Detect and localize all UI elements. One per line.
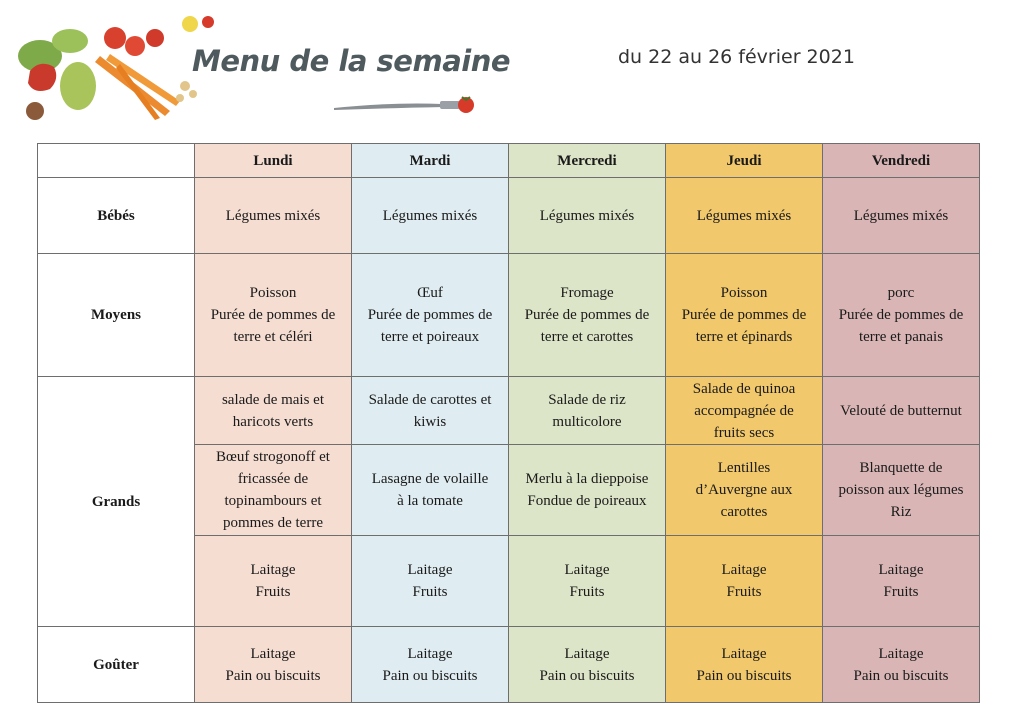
menu-cell	[195, 445, 352, 536]
menu-line: poisson aux légumes	[838, 482, 964, 498]
menu-line: salade de mais et	[221, 391, 325, 408]
menu-line: Laitage	[878, 645, 924, 662]
menu-line: Velouté de butternut	[840, 402, 962, 419]
menu-line: Poisson	[720, 285, 768, 301]
menu-line: Fruits	[569, 584, 605, 600]
date-range: du 22 au 26 février 2021	[618, 46, 855, 68]
menu-line: multicolore	[552, 413, 622, 430]
menu-line: accompagnée de	[694, 402, 794, 419]
menu-cell	[509, 377, 666, 445]
menu-line: Lasagne de volaille	[371, 471, 489, 487]
category-grands: Grands	[38, 377, 195, 627]
menu-cell	[195, 254, 352, 377]
menu-line: Blanquette de	[859, 460, 943, 476]
menu-line: Salade de carottes et	[368, 391, 492, 408]
menu-cell	[823, 254, 980, 377]
menu-line: terre et céléri	[233, 329, 313, 345]
menu-line: Laitage	[407, 562, 453, 578]
corner-cell	[38, 144, 195, 178]
page-header	[0, 0, 1024, 140]
fork-tomato-icon	[332, 92, 482, 118]
category-moyens: Moyens	[38, 254, 195, 377]
day-header-mardi: Mardi	[352, 144, 509, 178]
menu-line: Fondue de poireaux	[527, 493, 647, 509]
menu-line: Laitage	[564, 645, 610, 662]
menu-line: Laitage	[250, 645, 296, 662]
day-header-mercredi: Mercredi	[509, 144, 666, 178]
menu-line: Légumes mixés	[225, 207, 321, 224]
menu-line: Merlu à la dieppoise	[525, 471, 649, 487]
row-grands-entree	[38, 377, 980, 445]
menu-line: Œuf	[417, 285, 443, 301]
menu-line: Pain ou biscuits	[696, 667, 792, 684]
day-header-jeudi: Jeudi	[666, 144, 823, 178]
menu-line: Légumes mixés	[539, 207, 635, 224]
menu-line: kiwis	[413, 413, 447, 430]
menu-line: Bœuf strogonoff et	[216, 449, 330, 465]
menu-cell	[352, 536, 509, 627]
menu-cell	[666, 445, 823, 536]
menu-line: haricots verts	[232, 413, 314, 430]
menu-line: Pain ou biscuits	[853, 667, 949, 684]
menu-line: Laitage	[721, 562, 767, 578]
menu-line: Laitage	[564, 562, 610, 578]
menu-line: Laitage	[878, 562, 924, 578]
page-title: Menu de la semaine	[192, 44, 511, 78]
menu-line: Purée de pommes de	[838, 307, 964, 323]
menu-line: Pain ou biscuits	[382, 667, 478, 684]
menu-line: Purée de pommes de	[210, 307, 336, 323]
menu-cell	[509, 627, 666, 703]
menu-cell	[509, 254, 666, 377]
menu-line: Laitage	[407, 645, 453, 662]
menu-cell	[666, 536, 823, 627]
row-gouter	[38, 627, 980, 703]
menu-cell	[509, 536, 666, 627]
menu-cell	[666, 178, 823, 254]
weekly-menu-table	[37, 143, 980, 703]
menu-line: Légumes mixés	[696, 207, 792, 224]
menu-line: fricassée de	[237, 471, 309, 487]
menu-cell	[352, 627, 509, 703]
menu-line: fruits secs	[713, 424, 775, 441]
menu-cell	[509, 445, 666, 536]
menu-line: Laitage	[721, 645, 767, 662]
menu-cell	[195, 178, 352, 254]
menu-line: Fromage	[560, 285, 614, 301]
menu-cell	[823, 627, 980, 703]
menu-line: Pain ou biscuits	[225, 667, 321, 684]
menu-line: Légumes mixés	[853, 207, 949, 224]
menu-line: Fruits	[255, 584, 291, 600]
menu-line: à la tomate	[397, 493, 463, 509]
menu-line: terre et poireaux	[380, 329, 480, 345]
menu-line: Pain ou biscuits	[539, 667, 635, 684]
menu-line: terre et épinards	[695, 329, 793, 345]
menu-cell	[823, 178, 980, 254]
menu-line: pommes de terre	[223, 515, 323, 531]
menu-line: Légumes mixés	[382, 207, 478, 224]
menu-line: Lentilles	[717, 460, 771, 476]
row-moyens	[38, 254, 980, 377]
menu-line: Purée de pommes de	[524, 307, 650, 323]
menu-cell	[666, 254, 823, 377]
menu-cell	[509, 178, 666, 254]
menu-cell	[195, 377, 352, 445]
menu-cell	[823, 536, 980, 627]
menu-line: Poisson	[249, 285, 297, 301]
menu-line: Purée de pommes de	[367, 307, 493, 323]
menu-cell	[195, 536, 352, 627]
menu-cell	[666, 627, 823, 703]
menu-line: carottes	[720, 504, 768, 520]
category-bebes: Bébés	[38, 178, 195, 254]
menu-line: Fruits	[726, 584, 762, 600]
menu-line: Fruits	[412, 584, 448, 600]
menu-cell	[823, 377, 980, 445]
menu-line: Laitage	[250, 562, 296, 578]
day-header-lundi: Lundi	[195, 144, 352, 178]
menu-line: terre et panais	[858, 329, 944, 345]
vegetables-illustration-icon	[10, 16, 220, 126]
menu-line: d’Auvergne aux	[695, 482, 793, 498]
menu-line: Purée de pommes de	[681, 307, 807, 323]
menu-cell	[352, 445, 509, 536]
row-bebes	[38, 178, 980, 254]
day-header-vendredi: Vendredi	[823, 144, 980, 178]
menu-line: Salade de quinoa	[692, 380, 796, 397]
menu-cell	[352, 254, 509, 377]
menu-cell	[195, 627, 352, 703]
menu-cell	[352, 377, 509, 445]
menu-cell	[823, 445, 980, 536]
menu-line: Riz	[890, 504, 912, 520]
menu-line: Fruits	[883, 584, 919, 600]
menu-cell	[352, 178, 509, 254]
menu-line: porc	[887, 285, 915, 301]
menu-line: topinambours et	[224, 493, 322, 509]
menu-cell	[666, 377, 823, 445]
menu-line: terre et carottes	[540, 329, 634, 345]
day-header-row	[38, 144, 980, 178]
category-gouter: Goûter	[38, 627, 195, 703]
menu-line: Salade de riz	[548, 391, 626, 408]
